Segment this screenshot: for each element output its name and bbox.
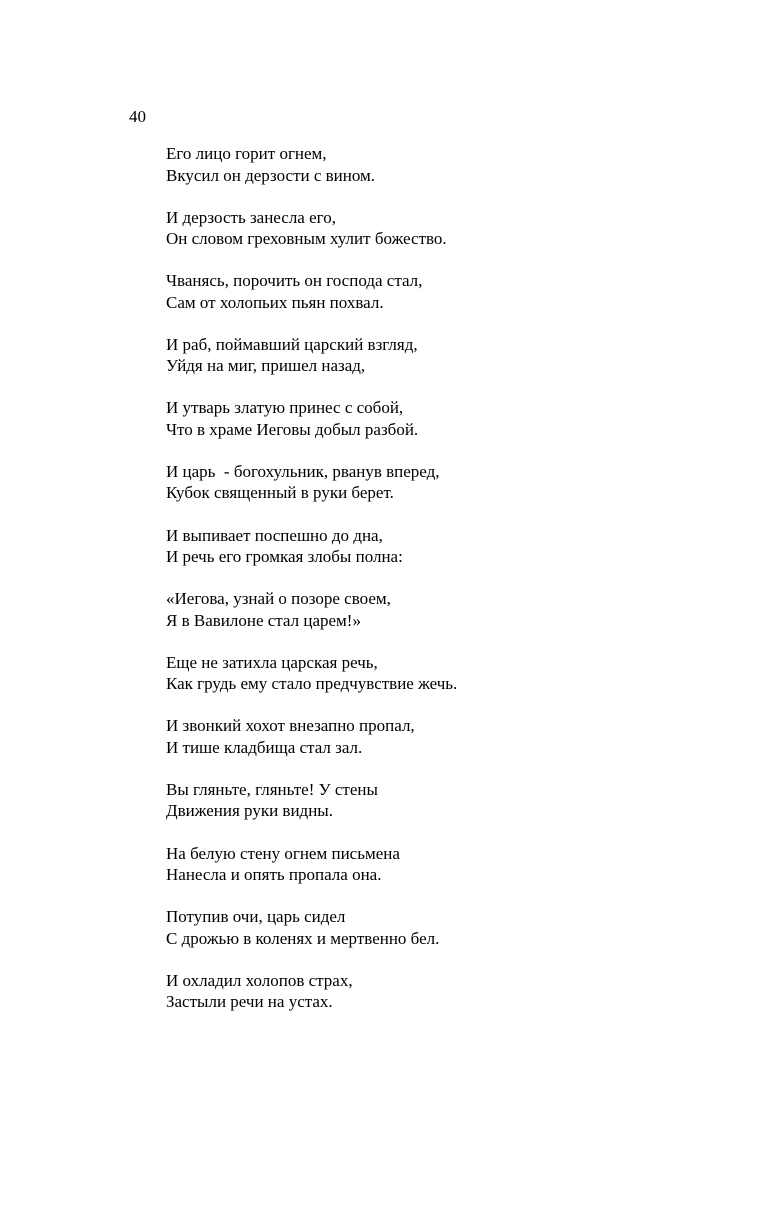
poem-line: Вы гляньте, гляньте! У стены: [166, 779, 378, 799]
stanza: [166, 652, 726, 716]
stanza: [166, 588, 726, 652]
stanza: [166, 779, 726, 843]
poem-line: Его лицо горит огнем,: [166, 144, 327, 163]
stanza: [166, 461, 726, 525]
stanza: [166, 970, 726, 1034]
poem-line: Я в Вавилоне стал царем!»: [166, 610, 361, 630]
poem-line: «Иегова, узнай о позоре своем,: [166, 589, 391, 609]
poem-line: Что в храме Иеговы добыл разбой.: [166, 419, 419, 439]
stanza: [166, 143, 726, 207]
poem-line: Он словом греховным хулит божество.: [166, 229, 447, 249]
poem-line: Еще не затихла царская речь,: [166, 652, 378, 672]
poem-line: И царь - богохульник, рванув вперед,: [166, 461, 440, 481]
stanza: [166, 906, 726, 970]
stanza: [166, 525, 726, 589]
poem-line: И звонкий хохот внезапно пропал,: [166, 716, 415, 736]
stanza: [166, 715, 726, 779]
stanza: [166, 270, 726, 334]
poem-line: И тише кладбища стал зал.: [166, 737, 363, 757]
poem-line: Застыли речи на устах.: [166, 992, 333, 1012]
poem-line: И речь его громкая злобы полна:: [166, 547, 403, 567]
poem-line: Потупив очи, царь сидел: [166, 907, 346, 927]
stanza: [166, 843, 726, 907]
page-number: 40: [129, 107, 146, 126]
poem-line: И охладил холопов страх,: [166, 970, 353, 990]
poem-line: И выпивает поспешно до дна,: [166, 525, 383, 545]
stanza: [166, 207, 726, 271]
stanza: [166, 334, 726, 398]
poem-line: И раб, поймавший царский взгляд,: [166, 334, 418, 354]
poem-line: И утварь златую принес с собой,: [166, 398, 404, 418]
stanza: [166, 397, 726, 461]
poem-line: Уйдя на миг, пришел назад,: [166, 356, 366, 376]
poem-line: Движения руки видны.: [166, 801, 333, 821]
poem-line: Сам от холопьих пьян похвал.: [166, 292, 384, 312]
poem-line: Вкусил он дерзости с вином.: [166, 165, 376, 185]
poem-line: Нанесла и опять пропала она.: [166, 865, 382, 885]
poem-line: Как грудь ему стало предчувствие жечь.: [166, 674, 458, 694]
poem-line: На белую стену огнем письмена: [166, 843, 400, 863]
poem-line: Чванясь, порочить он господа стал,: [166, 271, 423, 291]
poem-text: [166, 143, 726, 1033]
poem-line: Кубок священный в руки берет.: [166, 483, 394, 503]
poem-line: И дерзость занесла его,: [166, 207, 336, 227]
poem-line: С дрожью в коленях и мертвенно бел.: [166, 928, 440, 948]
